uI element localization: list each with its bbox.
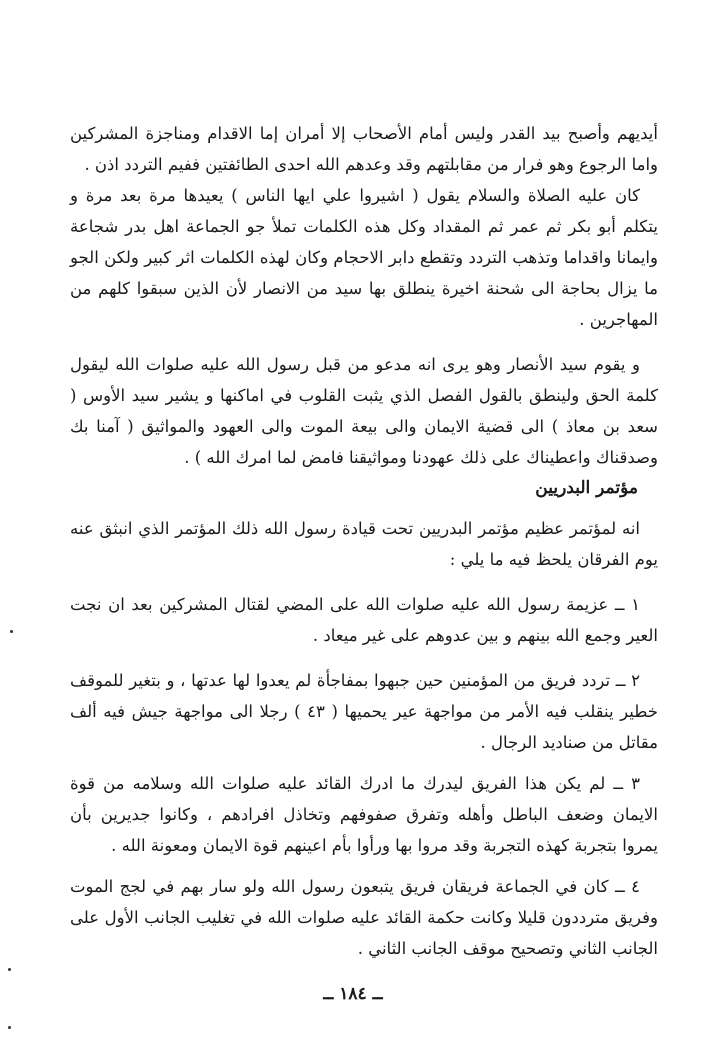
paragraph-3-text: و يقوم سيد الأنصار وهو يرى انه مدعو من قبل رسول الله عليه صلوات الله ليقول كلمة الحق ولينطق بالقول الفصل الذي يثبت القلوب في اماكنها و يشير سيد الأوس ( سعد بن معاذ ) الى قضية الايمان والى بيعة الموت والى العهود والمواثيق ( آمنا بك وصدقناك واعطيناك على ذلك عهودنا ومواثيقنا فامض لما امرك الله ) . — [70, 355, 658, 467]
list-item-4 — [70, 871, 658, 964]
paragraph-1-text: أيديهم وأصبح بيد القدر وليس أمام الأصحاب إلا أمران إما الاقدام ومناجزة المشركين واما الرجوع وهو فرار من مقابلتهم وقد وعدهم الله احدى الطائفتين ففيم التردد اذن . — [70, 124, 658, 174]
paragraph-2-text: كان عليه الصلاة والسلام يقول ( اشيروا علي ايها الناس ) يعيدها مرة بعد مرة و يتكلم أبو بكر ثم عمر ثم المقداد وكل هذه الكلمات تملأ جو الجماعة اهل بدر شجاعة وايمانا واقداما وتذهب التردد وتقطع دابر الاحجام وكان لهذه الكلمات اثر كبير ولكن الجو ما يزال بحاجة الى شحنة اخيرة ينطلق بها سيد من الانصار لأن الذين سبقوا كلهم من المهاجرين . — [70, 186, 658, 329]
paragraph-4 — [70, 513, 658, 575]
paragraph-4-text: انه لمؤتمر عظيم مؤتمر البدريين تحت قيادة رسول الله ذلك المؤتمر الذي انبثق عنه يوم الفرقان يلحظ فيه ما يلي : — [70, 519, 658, 569]
page-body — [70, 118, 658, 964]
list-item-2 — [70, 665, 658, 758]
page-number: ــ ١٨٤ ــ — [323, 984, 383, 1004]
list-item-3-text: ٣ ــ لم يكن هذا الفريق ليدرك ما ادرك القائد عليه صلوات الله وسلامه من قوة الايمان وضعف الباطل وأهله وتفرق صفوفهم وتخاذل افرادهم ، وكانوا جديرين بأن يمروا بتجربة كهذه التجربة وقد مروا بها ورأوا بأم اعينهم قوة الايمان ومعونة الله . — [70, 774, 658, 855]
list-item-1-text: ١ ــ عزيمة رسول الله عليه صلوات الله على المضي لقتال المشركين بعد ان نجت العير وجمع الله بينهم و بين عدوهم على غير ميعاد . — [70, 595, 658, 645]
scan-speck — [8, 968, 11, 971]
paragraph-1 — [70, 118, 658, 180]
section-heading: مؤتمر البدريين — [535, 478, 638, 498]
list-item-1 — [70, 589, 658, 651]
scan-speck — [10, 630, 13, 633]
scan-speck — [8, 1026, 11, 1029]
paragraph-3 — [70, 349, 658, 473]
list-item-2-text: ٢ ــ تردد فريق من المؤمنين حين جبهوا بمفاجأة لم يعدوا لها عدتها ، و بتغير للموقف خطير ينقلب فيه الأمر من مواجهة عير يحميها ( ٤٣ ) رجلا الى مواجهة جيش فيه ألف مقاتل من صناديد الرجال . — [70, 671, 658, 752]
paragraph-2 — [70, 180, 658, 335]
list-item-3 — [70, 768, 658, 861]
list-item-4-text: ٤ ــ كان في الجماعة فريقان فريق يتبعون رسول الله ولو سار بهم في لجج الموت وفريق مترددون قليلا وكانت حكمة القائد عليه صلوات الله في تغليب الجانب الأول على الجانب الثاني وتصحيح موقف الجانب الثاني . — [70, 877, 658, 958]
